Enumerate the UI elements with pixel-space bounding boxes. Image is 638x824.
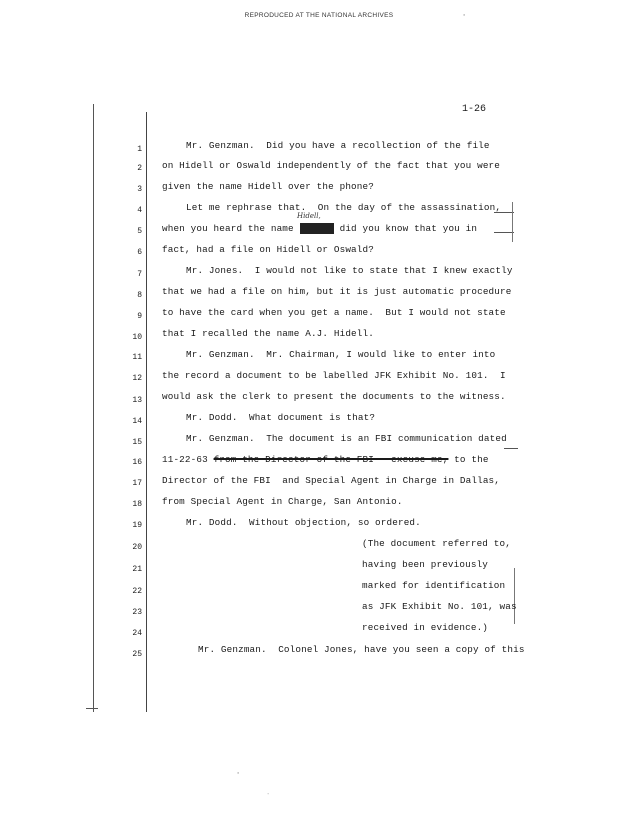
redacted-name [300, 223, 334, 234]
line-number: 14 [132, 417, 142, 426]
right-margin-vmark [512, 202, 513, 242]
line-number: 21 [132, 565, 142, 574]
handwritten-correction: Hidell, [297, 212, 321, 220]
transcript-line: Mr. Dodd. What document is that? [186, 412, 376, 423]
right-margin-mark [504, 448, 518, 449]
line-number: 16 [132, 458, 142, 467]
line-number: 7 [137, 270, 142, 279]
line-number: 1 [137, 145, 142, 154]
right-margin-vmark [514, 568, 515, 624]
transcript-line: that we had a file on him, but it is just automatic procedure [162, 286, 512, 297]
line-number: 23 [132, 608, 142, 617]
line-number: 6 [137, 248, 142, 257]
line-number: 17 [132, 479, 142, 488]
line-number: 8 [137, 291, 142, 300]
transcript-line: 11-22-63 from the Director of the FBI - excuse me, to the [162, 454, 489, 465]
line-number: 25 [132, 650, 142, 659]
transcript-line: Director of the FBI and Special Agent in Charge in Dallas, [162, 475, 501, 486]
struck-text: from the Director of the FBI - excuse me, [213, 454, 449, 465]
scan-speck: · [236, 770, 241, 778]
transcript-line: that I recalled the name A.J. Hidell. [162, 328, 374, 339]
left-margin-tick [86, 708, 98, 709]
transcript-line: Let me rephrase that. On the day of the assassination, [186, 202, 502, 213]
transcript-line: Mr. Dodd. Without objection, so ordered. [186, 517, 421, 528]
transcript-line: from Special Agent in Charge, San Antonio. [162, 496, 403, 507]
line-number: 13 [132, 396, 142, 405]
transcript-line: Mr. Genzman. The document is an FBI communication dated [186, 433, 507, 444]
line-number: 22 [132, 587, 142, 596]
line-number-rule [146, 112, 147, 712]
scan-speck: · [462, 12, 467, 20]
line-number: 9 [137, 312, 142, 321]
transcript-line: when you heard the name did you know that you in [162, 223, 478, 234]
right-margin-mark [494, 232, 514, 233]
transcript-line: on Hidell or Oswald independently of the fact that you were [162, 160, 501, 171]
transcript-line: received in evidence.) [362, 622, 489, 633]
transcript-line: fact, had a file on Hidell or Oswald? [162, 244, 374, 255]
line-number: 11 [132, 353, 142, 362]
line-number: 15 [132, 438, 142, 447]
line-number: 18 [132, 500, 142, 509]
transcript-line: the record a document to be labelled JFK Exhibit No. 101. I [162, 370, 506, 381]
line-number: 24 [132, 629, 142, 638]
line-number: 10 [132, 333, 142, 342]
transcript-line: Mr. Genzman. Mr. Chairman, I would like to enter into [186, 349, 496, 360]
line-number: 12 [132, 374, 142, 383]
line-number: 5 [137, 227, 142, 236]
line-number: 2 [137, 164, 142, 173]
archive-header: REPRODUCED AT THE NATIONAL ARCHIVES [244, 12, 394, 19]
scan-speck: ˙ [266, 794, 271, 802]
transcript-line: having been previously [362, 559, 489, 570]
transcript-line: would ask the clerk to present the documents to the witness. [162, 391, 506, 402]
transcript-line: to have the card when you get a name. But I would not state [162, 307, 506, 318]
transcript-line: Mr. Jones. I would not like to state that I knew exactly [186, 265, 513, 276]
line-number: 4 [137, 206, 142, 215]
page-number: 1-26 [462, 104, 487, 115]
transcript-line: given the name Hidell over the phone? [162, 181, 374, 192]
left-margin-rule [93, 104, 94, 712]
transcript-line: (The document referred to, [362, 538, 511, 549]
line-number: 20 [132, 543, 142, 552]
transcript-line: Mr. Genzman. Did you have a recollection of the file [186, 140, 490, 151]
transcript-line: as JFK Exhibit No. 101, was [362, 601, 517, 612]
line-number: 3 [137, 185, 142, 194]
line-number: 19 [132, 521, 142, 530]
transcript-line: marked for identification [362, 580, 506, 591]
transcript-line: Mr. Genzman. Colonel Jones, have you seen a copy of this [198, 644, 525, 655]
